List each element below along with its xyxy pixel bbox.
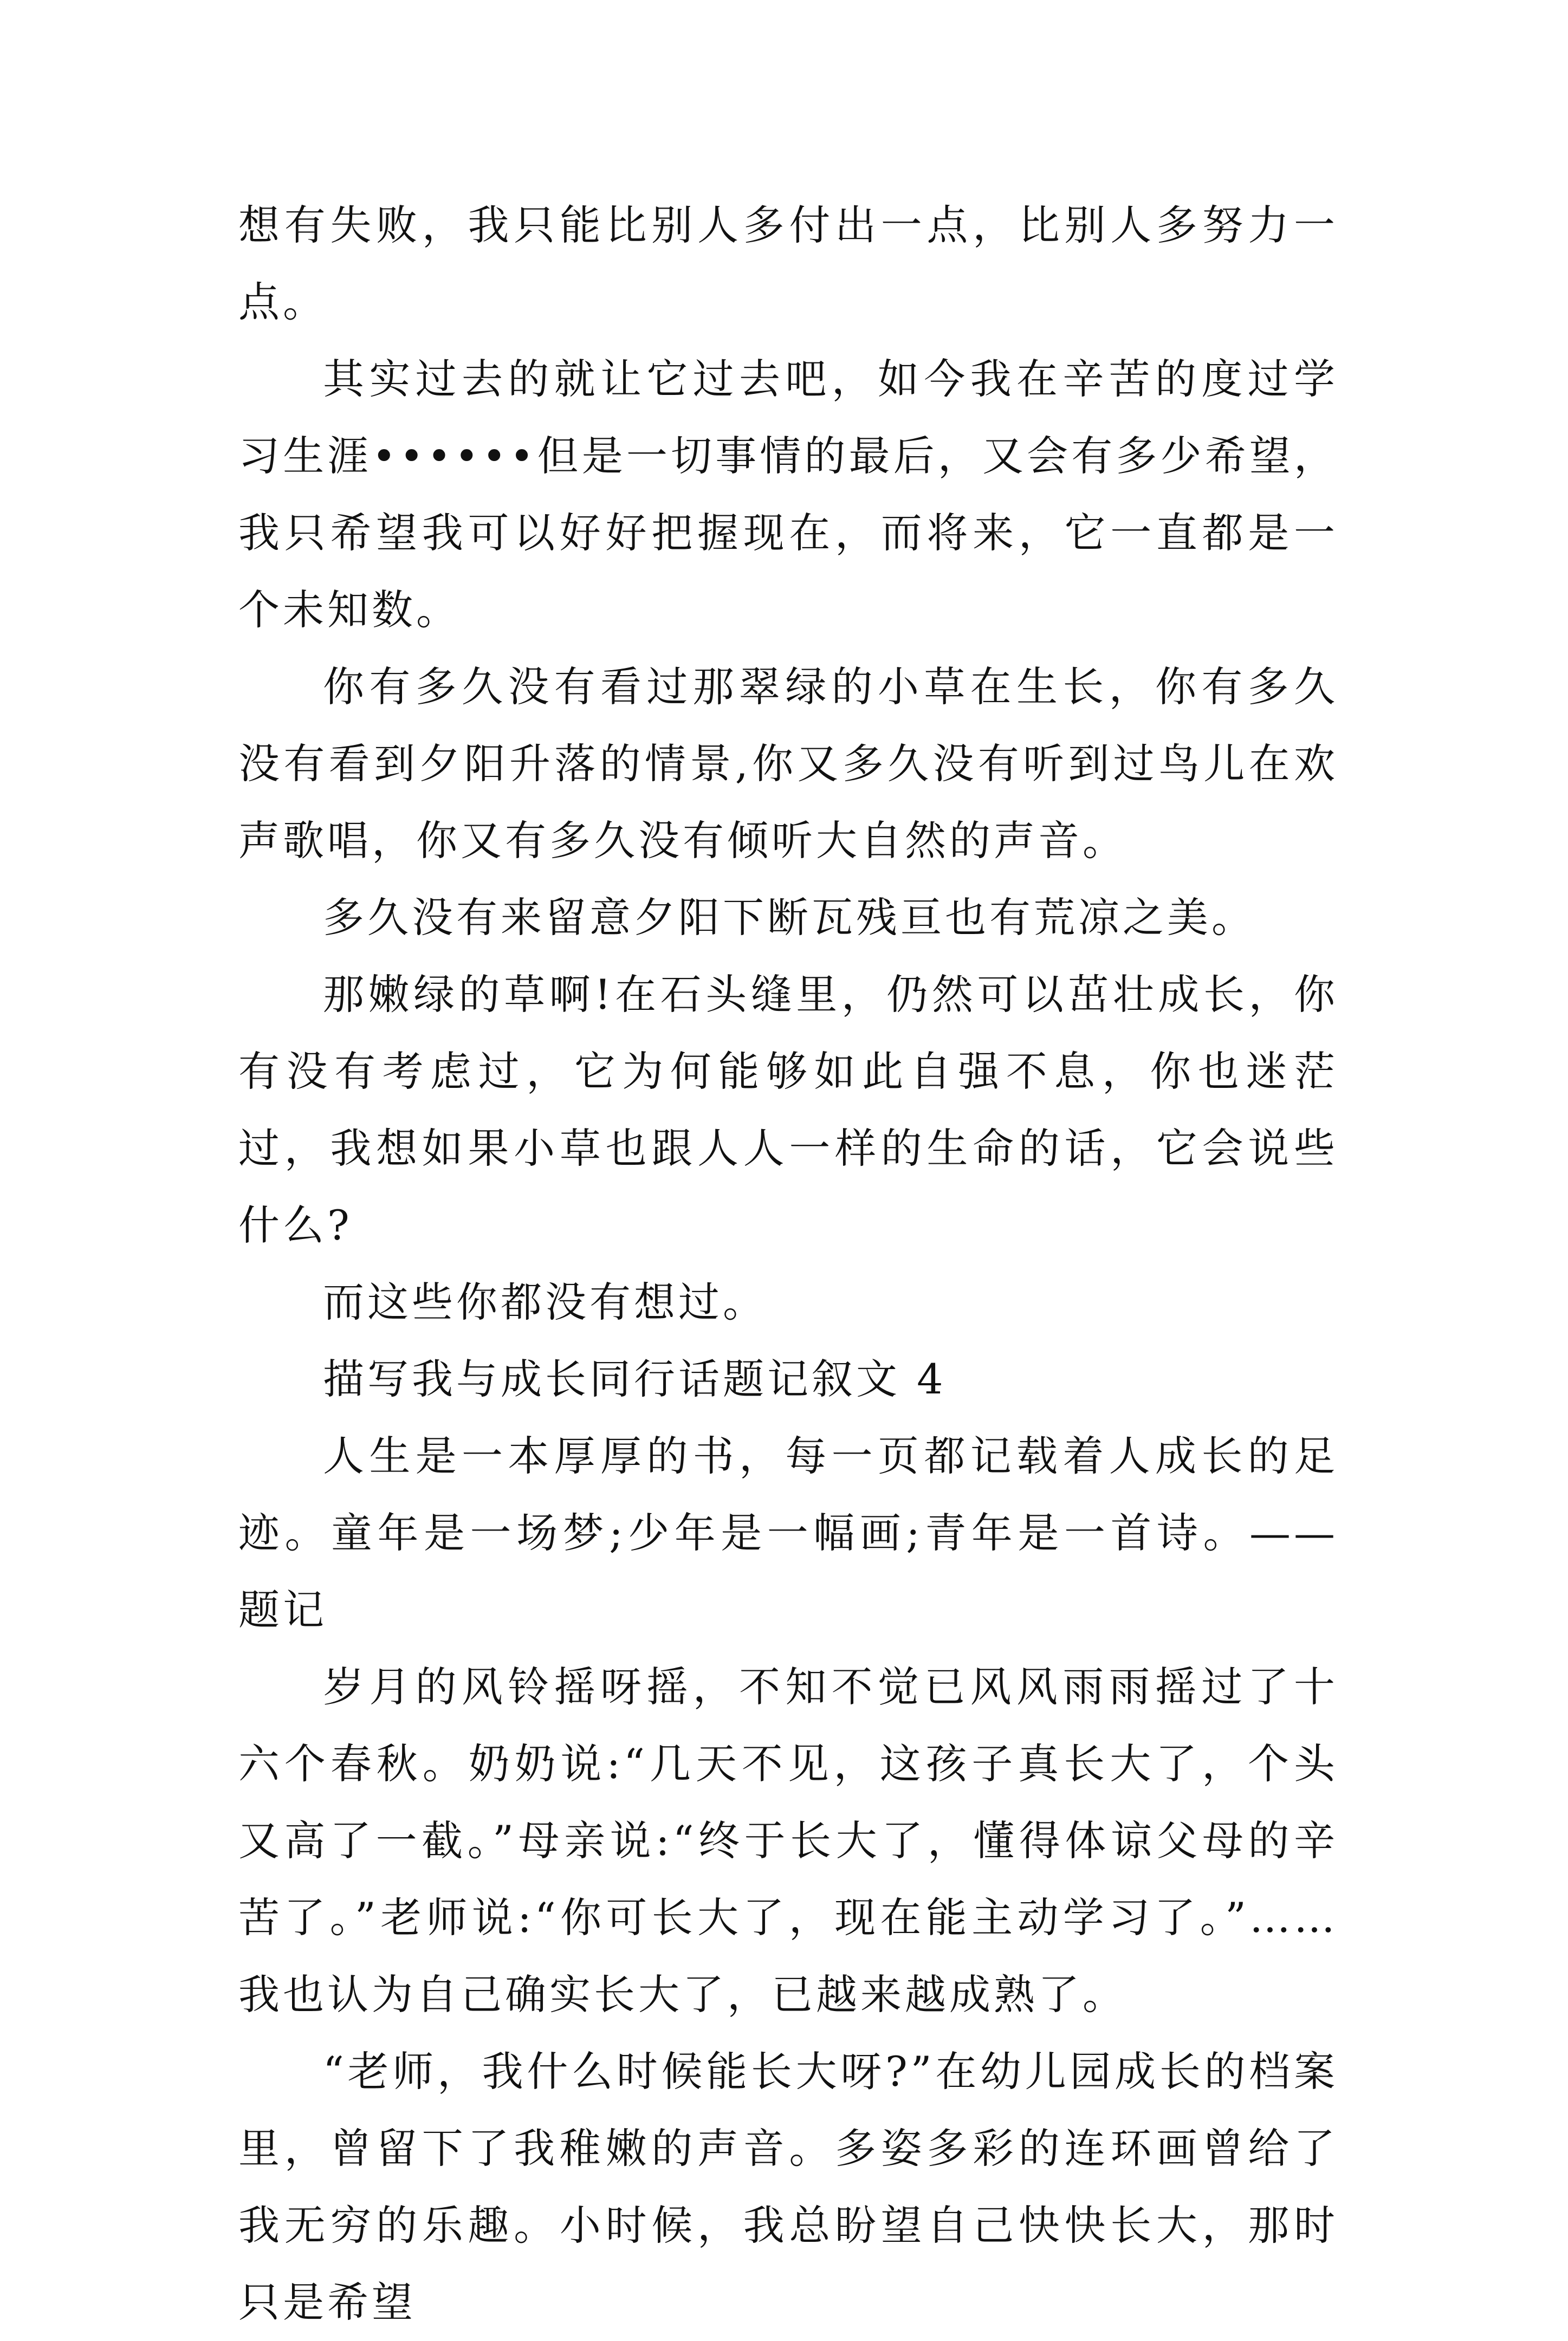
paragraph: 你有多久没有看过那翠绿的小草在生长，你有多久没有看到夕阳升落的情景,你又多久没有听到过鸟儿在欢声歌唱，你又有多久没有倾听大自然的声音。 <box>238 663 1338 865</box>
paragraph: 多久没有来留意夕阳下断瓦残亘也有荒凉之美。 <box>323 893 1256 942</box>
paragraph: 其实过去的就让它过去吧，如今我在辛苦的度过学习生涯••••••但是一切事情的最后，又会有多少希望，我只希望我可以好好把握现在，而将来，它一直都是一个未知数。 <box>238 355 1338 634</box>
document-body <box>238 187 1338 2341</box>
section-heading: 描写我与成长同行话题记叙文 4 <box>323 1355 947 1403</box>
paragraph: 岁月的风铃摇呀摇，不知不觉已风风雨雨摇过了十六个春秋。奶奶说:“几天不见，这孩子真长大了，个头又高了一截。”母亲说:“终于长大了，懂得体谅父母的辛苦了。”老师说:“你可长大了，现在能主动学习了。”……我也认为自己确实长大了，已越来越成熟了。 <box>238 1663 1338 2019</box>
paragraph: 人生是一本厚厚的书，每一页都记载着人成长的足迹。童年是一场梦;少年是一幅画;青年是一首诗。——题记 <box>238 1432 1338 1634</box>
paragraph: 那嫩绿的草啊!在石头缝里，仍然可以茁壮成长，你有没有考虑过，它为何能够如此自强不息，你也迷茫过，我想如果小草也跟人人一样的生命的话，它会说些什么? <box>238 970 1338 1249</box>
paragraph: 而这些你都没有想过。 <box>323 1278 767 1326</box>
paragraph: 想有失败，我只能比别人多付出一点，比别人多努力一点。 <box>238 201 1338 326</box>
paragraph: “老师，我什么时候能长大呀?”在幼儿园成长的档案里，曾留下了我稚嫩的声音。多姿多彩的连环画曾给了我无穷的乐趣。小时候，我总盼望自己快快长大，那时只是希望 <box>238 2047 1338 2326</box>
